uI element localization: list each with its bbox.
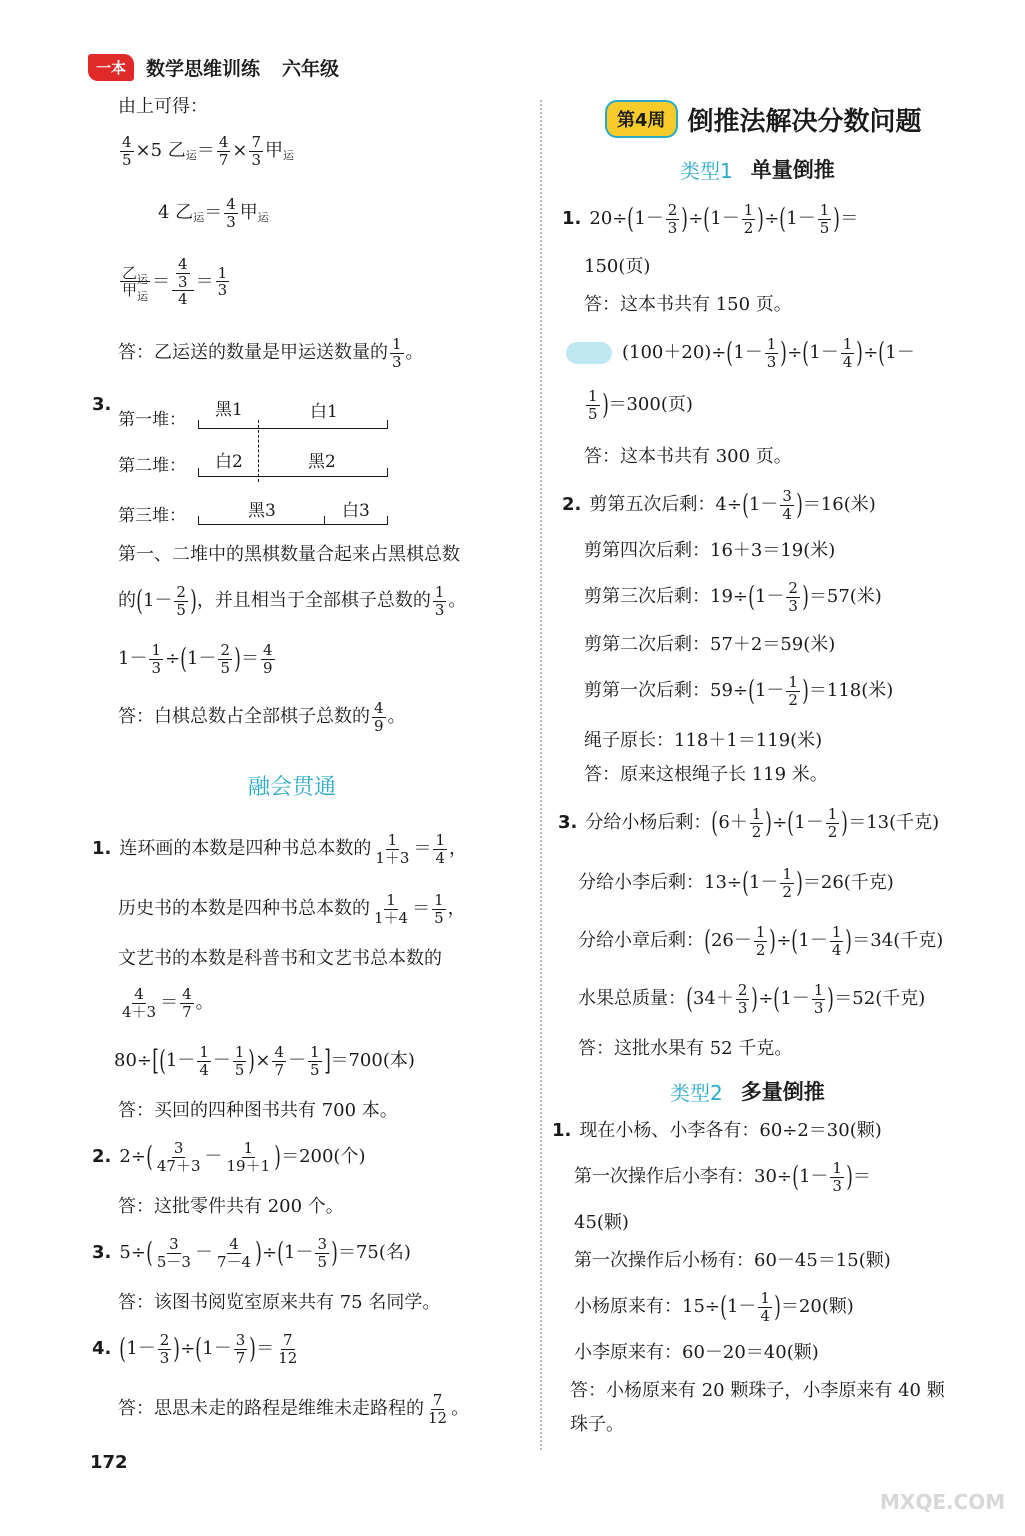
section-title: 融会贯通 — [248, 775, 337, 800]
type-tag: 类型2 — [670, 1080, 723, 1105]
t1-q3-line-3: 分给小章后剩： ( 26－ $\frac{1}{2}$ ) ÷ ( 1－ $\frac{1}{4}$ ) ＝34(千克) — [578, 923, 944, 959]
practice-1-calc: 80÷ [ ( 1－ $\frac{1}{4}$ － $\frac{1}{5}$ ) × $\frac{4}{7}$ － $\frac{1}{5}$ ] ＝700(本) — [114, 1043, 415, 1079]
q3-answer: 答：白棋总数占全部棋子总数的 $\frac{4}{9}$ 。 — [118, 699, 406, 735]
q3-equation: 1－ $\frac{1}{3}$ ÷ ( 1－ $\frac{2}{5}$ ) ＝ $\frac{4}{9}$ — [118, 641, 273, 677]
column-divider — [540, 100, 542, 1450]
t2-q1-line-3: 45(颗) — [574, 1212, 629, 1233]
t1-q2-line-1: 2. 剪第五次后剩：4÷ ( 1－ $\frac{3}{4}$ ) ＝16(米) — [562, 487, 876, 523]
t1-q3-line-2: 分给小李后剩：13÷ ( 1－ $\frac{1}{2}$ ) ＝26(千克) — [578, 865, 894, 901]
t2-q1-answer-1: 答：小杨原来有 20 颗珠子，小李原来有 40 颗 — [570, 1380, 945, 1401]
page-header — [88, 52, 339, 82]
practice-1-answer: 答：买回的四种图书共有 700 本。 — [118, 1100, 398, 1121]
t1-q1-result: 150(页) — [584, 256, 651, 277]
equation-1: $\frac{4}{5}$ ×5 乙 运 ＝ $\frac{4}{7}$ × $\frac{7}{3}$ 甲 运 — [122, 133, 294, 169]
t1-q2-line-3: 剪第三次后剩：19÷ ( 1－ $\frac{2}{3}$ ) ＝57(米) — [584, 579, 882, 615]
type-1-heading — [680, 154, 835, 184]
intro-text: 由上可得： — [118, 96, 208, 117]
book-title: 数学思维训练 — [146, 57, 261, 80]
fraction: $\frac{4}{7}$ — [218, 133, 229, 169]
t2-q1-line-2: 第一次操作后小李有：30÷ ( 1－ $\frac{1}{3}$ ) ＝ — [574, 1159, 871, 1195]
type-2-heading — [670, 1076, 825, 1106]
practice-1-line-1: 1. 连环画的本数是四种书总本数的 $\frac{1}{1+3}$ ＝ $\frac{1}{4}$ ， — [92, 831, 468, 867]
q3-text-2: 的 ( 1－ $\frac{2}{5}$ ) ，并且相当于全部棋子总数的 $\frac{1}{3}$ 。 — [118, 583, 467, 619]
label-white-3: 白3 — [342, 501, 370, 521]
t2-q1-line-4: 第一次操作后小杨有：60－45＝15(颗) — [574, 1250, 891, 1271]
t1-variant-result: $\frac{1}{5}$ ) ＝300(页) — [588, 387, 693, 423]
fraction: $\frac{4}{5}$ — [122, 133, 132, 169]
page-number: 172 — [90, 1452, 128, 1473]
fraction: $\frac{乙_运}{甲_运}$ — [122, 263, 149, 304]
t1-q1-answer: 答：这本书共有 150 页。 — [584, 294, 792, 315]
fraction: $\frac{4}{3}$ — [226, 195, 236, 231]
t1-q2-line-5: 剪第一次后剩：59÷ ( 1－ $\frac{1}{2}$ ) ＝118(米) — [584, 673, 894, 709]
week-heading: 倒推法解决分数问题 — [687, 106, 922, 137]
type-name: 单量倒推 — [750, 158, 835, 182]
label-white-1: 白1 — [310, 402, 338, 422]
t2-q1-line-1: 1. 现在小杨、小李各有：60÷2＝30(颗) — [552, 1120, 882, 1141]
label-white-2: 白2 — [215, 452, 243, 472]
pile-3-tick — [324, 516, 325, 524]
question-number: 3. — [92, 394, 112, 415]
practice-1-line-4: $\frac{4}{4+3}$ ＝ $\frac{4}{7}$ 。 — [122, 985, 214, 1021]
q3-text-1: 第一、二堆中的黑棋数量合起来占黑棋总数 — [118, 544, 460, 565]
equation-2: 4 乙 运 ＝ $\frac{4}{3}$ 甲 运 — [158, 195, 269, 231]
equation-3: $\frac{乙_运}{甲_运}$ ＝ $\frac{\frac{4}{3}}{4}$ ＝ $\frac{1}{3}$ — [122, 255, 228, 308]
practice-1-line-2: 历史书的本数是四种书总本数的 $\frac{1}{1+4}$ ＝ $\frac{1}{5}$ ， — [118, 891, 466, 927]
practice-2-answer: 答：这批零件共有 200 个。 — [118, 1196, 344, 1217]
t1-q2-line-4: 剪第二次后剩：57＋2＝59(米) — [584, 634, 836, 655]
t1-variant-calc: (100＋20)÷ ( 1－ $\frac{1}{3}$ ) ÷ ( 1－ $\frac{1}{4}$ ) ÷ ( 1－ — [566, 336, 915, 370]
practice-3-answer: 答：该图书阅览室原来共有 75 名同学。 — [118, 1292, 441, 1313]
brand-logo: 一本 — [88, 54, 134, 81]
dashed-divider — [258, 420, 259, 482]
type-tag: 类型1 — [680, 158, 733, 183]
answer-1: 答：乙运送的数量是甲运送数量的 $\frac{1}{3}$ 。 — [118, 335, 424, 371]
t1-q2-line-2: 剪第四次后剩：16＋3＝19(米) — [584, 540, 836, 561]
grade-label: 六年级 — [282, 57, 340, 80]
t1-q2-answer: 答：原来这根绳子长 119 米。 — [584, 764, 828, 785]
practice-2-calc: 2. 2÷ ( $\frac{3}{47+3}$ － $\frac{1}{19+1}$ ) ＝200(个) — [92, 1139, 366, 1175]
pile-label-3: 第三堆： — [118, 506, 186, 526]
pile-1-bar — [198, 420, 388, 429]
practice-4-calc: 4. ( 1－ $\frac{2}{3}$ ) ÷ ( 1－ $\frac{3}{7}$ ) ＝ $\frac{7}{12}$ — [92, 1331, 298, 1367]
t1-q2-line-6: 绳子原长：118＋1＝119(米) — [584, 730, 823, 751]
t1-q3-line-4: 水果总质量： ( 34＋ $\frac{2}{3}$ ) ÷ ( 1－ $\frac{1}{3}$ ) ＝52(千克) — [578, 981, 926, 1017]
practice-1-line-3: 文艺书的本数是科普书和文艺书总本数的 — [118, 948, 442, 969]
fraction: $\frac{\frac{4}{3}}{4}$ — [172, 256, 194, 308]
pile-label-2: 第二堆： — [118, 456, 186, 476]
t1-q3-answer: 答：这批水果有 52 千克。 — [578, 1038, 793, 1059]
t1-q3-line-1: 3. 分给小杨后剩： ( 6＋ $\frac{1}{2}$ ) ÷ ( 1－ $\frac{1}{2}$ ) ＝13(千克) — [558, 805, 940, 841]
t2-q1-line-6: 小李原来有：60－20＝40(颗) — [574, 1342, 819, 1363]
label-black-2: 黑2 — [308, 452, 336, 472]
label-black-1: 黑1 — [215, 400, 243, 420]
type-name: 多量倒推 — [740, 1080, 825, 1104]
watermark: MXQE.COM — [880, 1490, 1006, 1514]
fraction: $\frac{7}{3}$ — [251, 133, 261, 169]
fraction: $\frac{1}{3}$ — [217, 263, 228, 300]
pile-label-1: 第一堆： — [118, 410, 186, 430]
t2-q1-line-5: 小杨原来有：15÷ ( 1－ $\frac{1}{4}$ ) ＝20(颗) — [574, 1289, 854, 1325]
week-badge: 第4周 — [605, 100, 678, 138]
practice-4-answer: 答：思思未走的路程是维维未走路程的 $\frac{7}{12}$ 。 — [118, 1391, 470, 1427]
fraction: $\frac{1}{3}$ — [392, 335, 402, 371]
t1-q1-calc: 1. 20÷ ( 1－ $\frac{2}{3}$ ) ÷ ( 1－ $\frac{1}{2}$ ) ÷ ( 1－ $\frac{1}{5}$ ) ＝ — [562, 201, 859, 237]
t1-variant-answer: 答：这本书共有 300 页。 — [584, 446, 792, 467]
t2-q1-answer-2: 珠子。 — [570, 1414, 624, 1435]
label-black-3: 黑3 — [248, 501, 276, 521]
practice-3-calc: 3. 5÷ ( $\frac{3}{5-3}$ － $\frac{4}{7-4}$ ) ÷ ( 1－ $\frac{3}{5}$ ) ＝75(名) — [92, 1235, 411, 1271]
variant-badge-icon — [566, 342, 612, 364]
week-title — [605, 100, 922, 138]
